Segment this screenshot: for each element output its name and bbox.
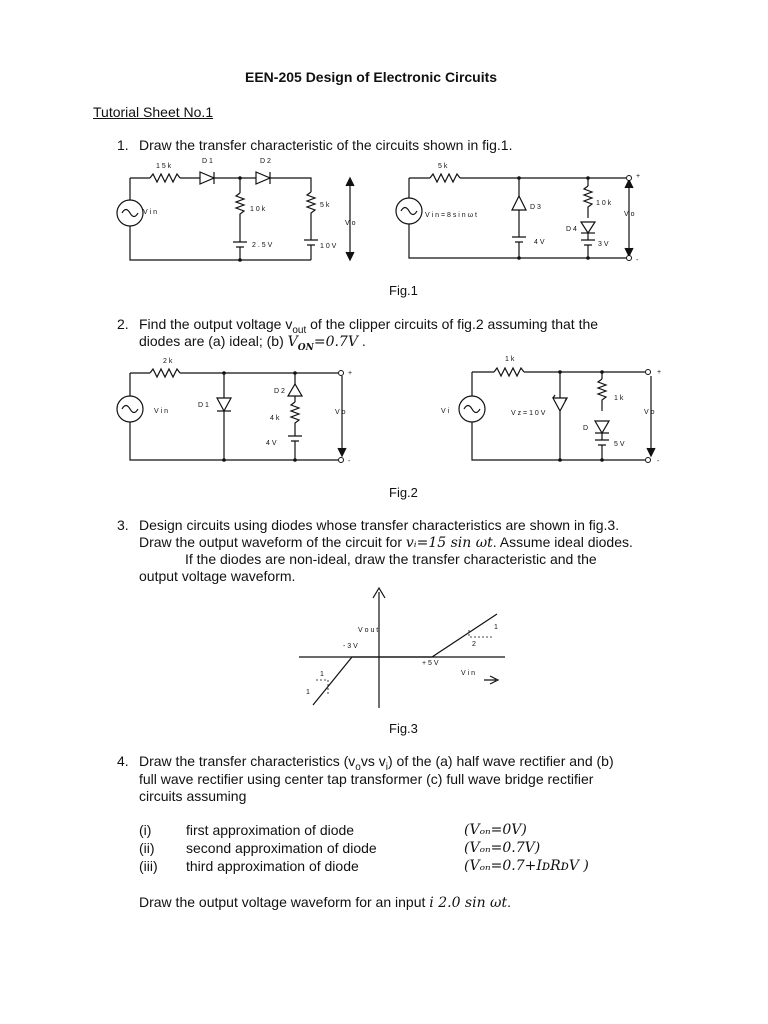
label-10k-b: 1 0 k [596, 200, 612, 207]
q3-line4: output voltage waveform. [139, 568, 296, 584]
label-vo-d: V o [644, 409, 655, 416]
label-fig3-two: 2 [472, 641, 476, 648]
q2-von: V [287, 334, 298, 350]
label-d2-b: D 2 [274, 388, 285, 395]
label-neg3v: - 3 V [343, 643, 358, 650]
q1-number: 1. [117, 137, 129, 153]
label-vout: V o u t [358, 627, 379, 634]
label-vo: V o [345, 220, 356, 227]
label-d1-b: D 1 [198, 402, 209, 409]
label-15k: 1 5 k [156, 163, 172, 170]
label-minus: - [636, 257, 639, 264]
label-5k-b: 5 k [438, 163, 448, 170]
label-4k: 4 k [270, 415, 280, 422]
fig2-caption: Fig.2 [389, 485, 418, 500]
q4-item-3-text: third approximation of diode [186, 858, 359, 874]
q4-item-3-cond: (Vₒₙ=0.7+IᴅRᴅV ) [464, 858, 589, 874]
label-4v-b: 4 V [266, 440, 277, 447]
label-d4: D 4 [566, 226, 577, 233]
q1-text: Draw the transfer characteristic of the circuits shown in fig.1. [139, 137, 513, 153]
q4-item-2-cond: (Vₒₙ=0.7V) [464, 840, 541, 856]
q2-sub-out: out [292, 324, 307, 336]
label-minus-b: - [348, 458, 351, 465]
label-vo-b: V o [624, 211, 635, 218]
label-vin: V i n [143, 209, 158, 216]
q3-number: 3. [117, 517, 129, 533]
q4-item-1-text: first approximation of diode [186, 822, 355, 838]
q2-line1b-text: of the clipper circuits of fig.2 assuming that the [306, 316, 599, 332]
q3-line2a-text: Draw the output waveform of the circuit for [139, 534, 406, 550]
label-minus-c: - [657, 458, 660, 465]
q4-sub-i: i [385, 761, 388, 773]
label-vz: V z = 1 0 V [511, 410, 546, 417]
q2-line1-text: Find the output voltage v [139, 316, 293, 332]
q4-item-1-roman: (i) [139, 822, 152, 838]
q2-von-val: =0.7V [313, 334, 358, 350]
label-3v: 3 V [598, 241, 609, 248]
label-plus-b: + [348, 370, 353, 377]
q4-final [139, 894, 511, 912]
q3-line3: If the diodes are non-ideal, draw the transfer characteristic and the [185, 551, 597, 567]
q3-line2b-text: . Assume ideal diodes. [492, 534, 633, 550]
label-2-5v: 2 . 5 V [252, 242, 273, 249]
q2-von-sub: ON [297, 342, 314, 353]
page-title: EEN-205 Design of Electronic Circuits [245, 69, 498, 85]
q2-line2a-text: diodes are (a) ideal; (b) [139, 333, 288, 349]
q3-line1: Design circuits using diodes whose transfer characteristics are shown in fig.3. [139, 517, 620, 533]
label-1k: 1 k [505, 356, 515, 363]
label-d3: D 3 [530, 204, 541, 211]
label-d: D [583, 425, 589, 432]
q4-line2: full wave rectifier using center tap transformer (c) full wave bridge rectifier [139, 771, 594, 787]
q2-line2 [139, 333, 366, 357]
q4-sub-o: o [355, 761, 361, 773]
q4-line1a-text: Draw the transfer characteristics (v [139, 753, 356, 769]
label-vo-c: V o [335, 409, 346, 416]
label-fig3-one-b: 1 [320, 671, 324, 678]
label-plus: + [636, 173, 641, 180]
label-vin-b: V i n = 8 s i n ω t [425, 212, 477, 219]
label-1k-b: 1 k [614, 395, 624, 402]
label-5v: 5 V [614, 441, 625, 448]
q2-line2b-text: . [357, 333, 366, 349]
label-vin-c: V i n [154, 408, 169, 415]
label-2k: 2 k [163, 358, 173, 365]
tutorial-sheet-heading: Tutorial Sheet No.1 [93, 104, 214, 120]
resistor-15k [150, 174, 180, 182]
q4-final-text: Draw the output voltage waveform for an input [139, 894, 430, 910]
label-10v: 1 0 V [320, 243, 337, 250]
q4-item-2-roman: (ii) [139, 840, 155, 856]
label-d2: D 2 [260, 158, 271, 165]
label-fig3-one: 1 [494, 624, 498, 631]
label-vin-d: V i n [461, 670, 476, 677]
label-4v: 4 V [534, 239, 545, 246]
q4-line1c-text: ) of the (a) half wave rectifier and (b) [387, 753, 614, 769]
label-vi: V i [441, 408, 450, 415]
label-plus-c: + [657, 369, 662, 376]
q4-item-2-text: second approximation of diode [186, 840, 377, 856]
q2-number: 2. [117, 316, 129, 332]
q4-final-math: i 2.0 sin ωt [429, 895, 508, 911]
q4-item-1-cond: (Vₒₙ=0V) [464, 822, 527, 838]
q4-final-b: . [507, 894, 511, 910]
label-10k: 1 0 k [250, 206, 266, 213]
q3-line2 [139, 534, 633, 552]
label-fig3-one-c: 1 [306, 689, 310, 696]
q3-line2-math: vᵢ=15 sin ωt [405, 535, 493, 551]
q4-item-3-roman: (iii) [139, 858, 158, 874]
q4-number: 4. [117, 753, 129, 769]
fig3-caption: Fig.3 [389, 721, 418, 736]
fig1-caption: Fig.1 [389, 283, 418, 298]
label-d1: D 1 [202, 158, 213, 165]
q4-line1b-text: vs v [360, 753, 386, 769]
label-5k: 5 k [320, 202, 330, 209]
label-pos5v: + 5 V [422, 660, 439, 667]
q4-line3: circuits assuming [139, 788, 247, 804]
